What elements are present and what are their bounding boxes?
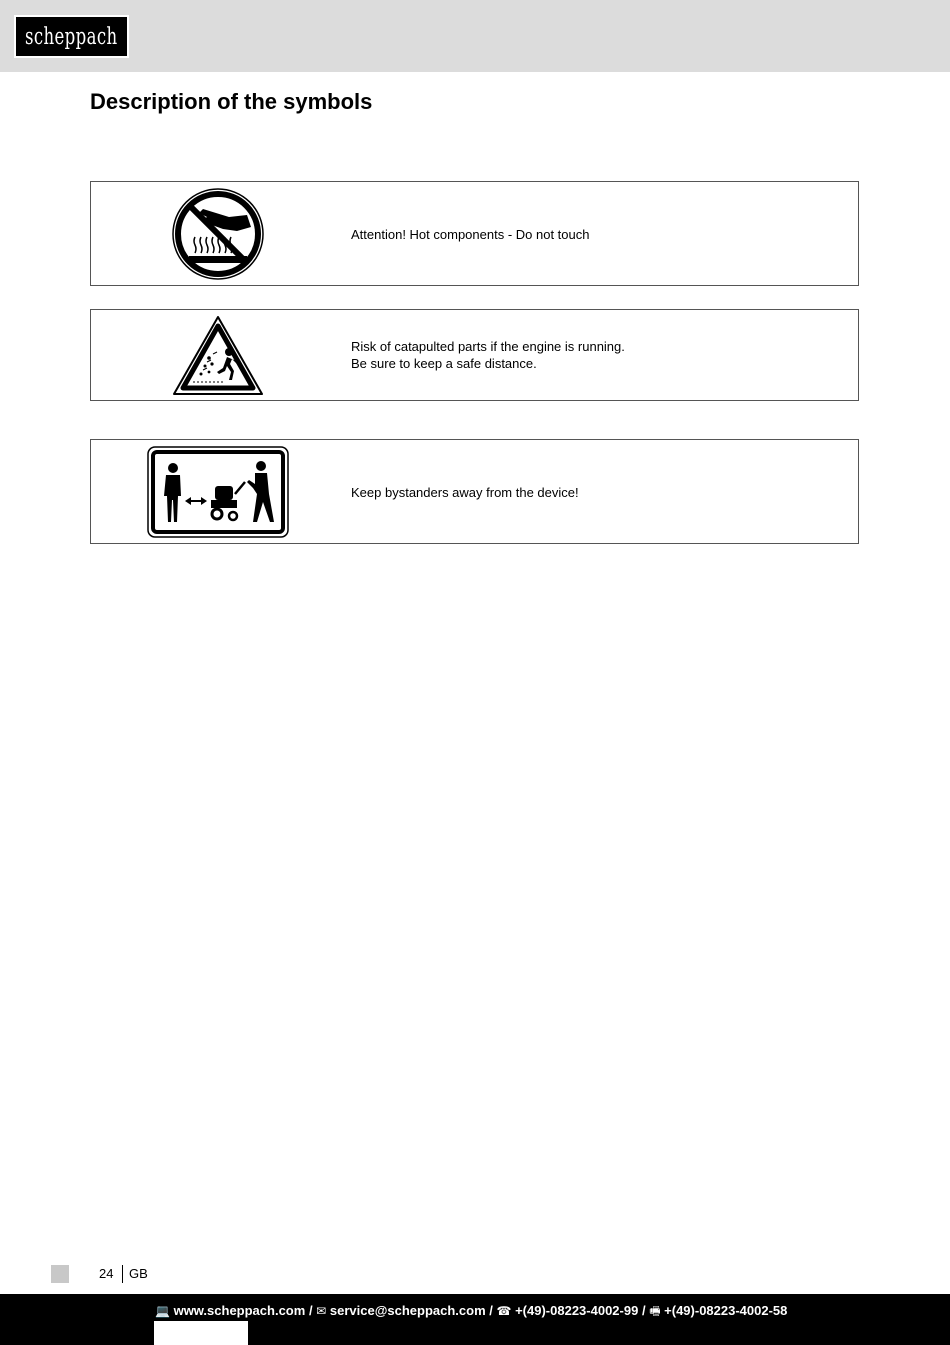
page-number: 24 (99, 1266, 114, 1281)
symbol-description (351, 338, 625, 372)
contact-footer-bar (0, 1294, 950, 1345)
catapulted-parts-warning-icon (171, 314, 265, 398)
page-number-divider (122, 1265, 123, 1283)
description-line: Attention! Hot components - Do not touch (351, 227, 590, 242)
page-title: Description of the symbols (90, 89, 373, 114)
computer-icon: 💻 (155, 1304, 170, 1318)
header-band (0, 0, 950, 72)
website-link[interactable]: www.scheppach.com (173, 1303, 306, 1318)
description-line: Keep bystanders away from the device! (351, 485, 579, 500)
description-line: Risk of catapulted parts if the engine is running. (351, 339, 625, 354)
separator: / (489, 1303, 493, 1318)
keep-bystanders-away-icon (147, 446, 289, 538)
contact-line (155, 1302, 787, 1323)
symbol-description (351, 226, 589, 243)
no-touch-hot-surface-icon (171, 187, 265, 281)
logo-text: scheppach (25, 23, 118, 50)
symbol-row-hot-components (90, 181, 859, 286)
phone-number: +(49)-08223-4002-99 (515, 1303, 639, 1318)
fax-icon: 🖷 (649, 1304, 661, 1318)
email-link[interactable]: service@scheppach.com (329, 1303, 486, 1318)
scheppach-logo (14, 15, 129, 58)
separator: / (641, 1303, 646, 1318)
phone-icon: ☎ (496, 1304, 512, 1318)
language-code: GB (129, 1266, 148, 1281)
footer-white-block (154, 1321, 248, 1345)
symbol-row-catapulted-parts (90, 309, 859, 401)
separator: / (308, 1303, 313, 1318)
description-line: Be sure to keep a safe distance. (351, 356, 537, 371)
symbol-description (351, 484, 579, 501)
fax-number: +(49)-08223-4002-58 (664, 1303, 788, 1318)
mail-icon: ✉ (316, 1304, 327, 1318)
page-marker-tab (51, 1265, 69, 1283)
symbol-row-keep-bystanders-away (90, 439, 859, 544)
